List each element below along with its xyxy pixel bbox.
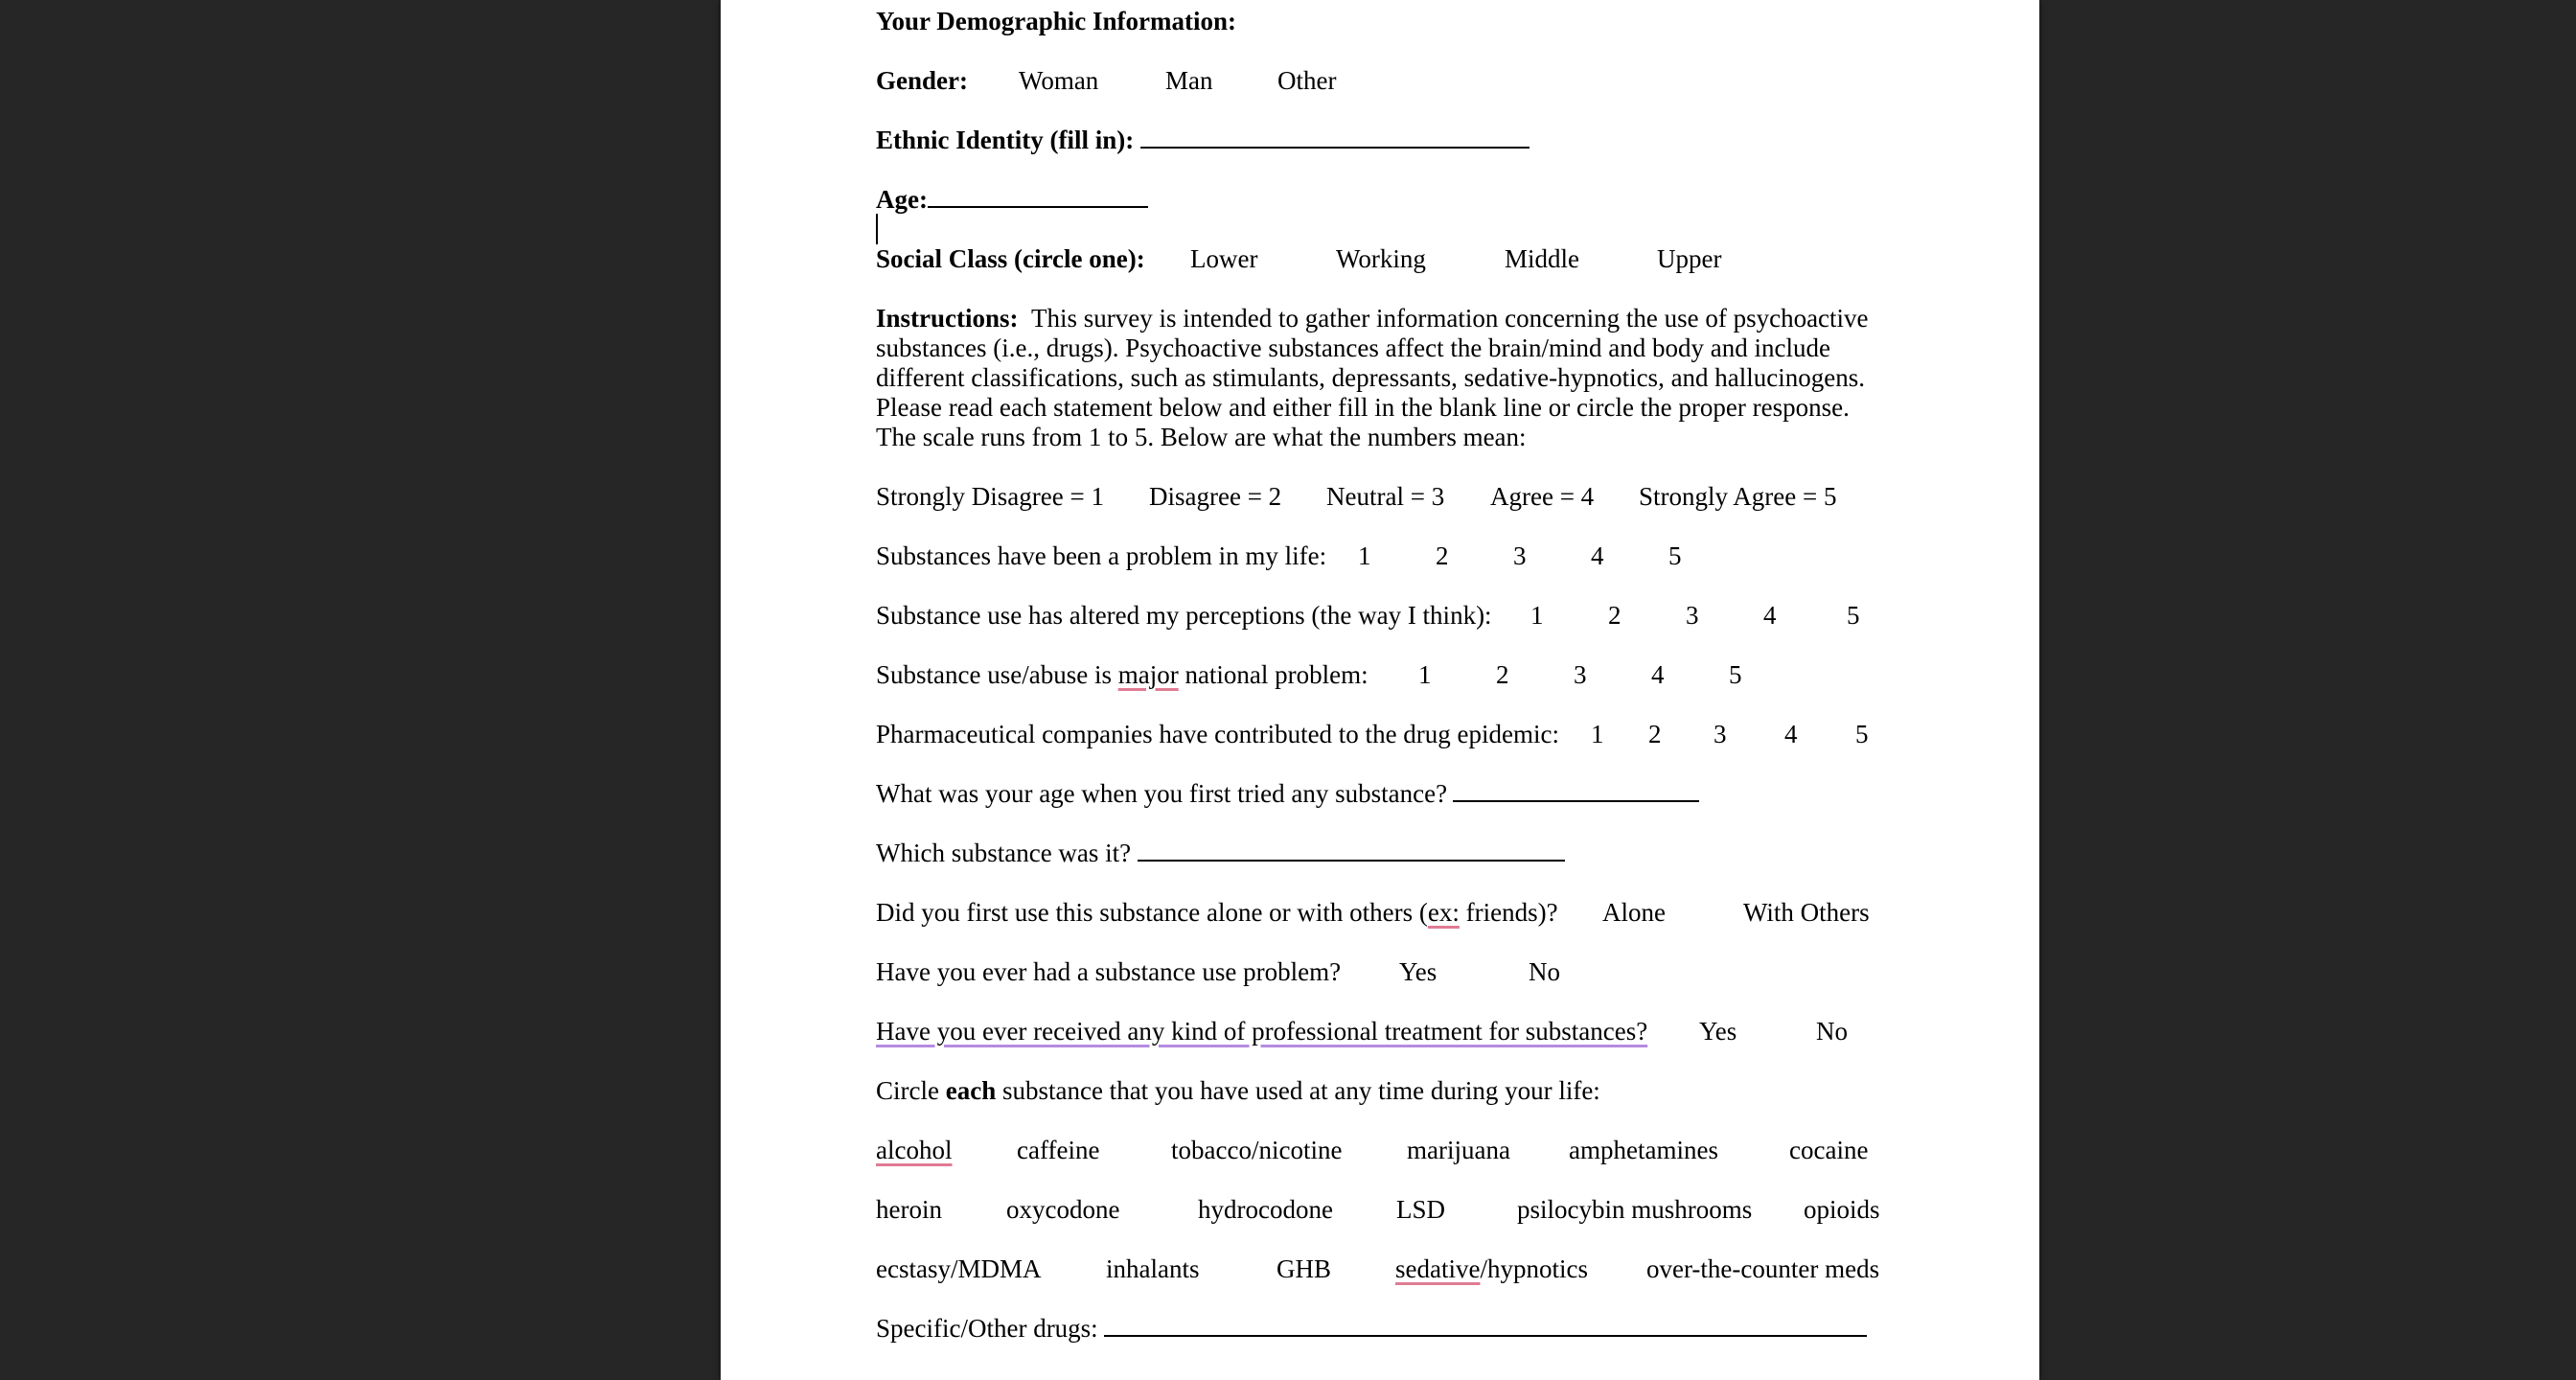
likert-3-option-2[interactable]: 2 — [1496, 660, 1509, 689]
alone-others-question: Did you first use this substance alone or with others (ex: friends)? — [876, 898, 1558, 927]
gender-option-other[interactable]: Other — [1277, 66, 1337, 95]
likert-3-option-5[interactable]: 5 — [1729, 660, 1742, 689]
substance-cocaine[interactable]: cocaine — [1789, 1136, 1869, 1164]
problem-option-no[interactable]: No — [1529, 957, 1560, 986]
treatment-option-yes[interactable]: Yes — [1699, 1017, 1737, 1046]
which-substance-question: Which substance was it? — [876, 839, 1132, 867]
other-drugs-label: Specific/Other drugs: — [876, 1314, 1098, 1343]
gender-option-woman[interactable]: Woman — [1019, 66, 1099, 95]
instructions-paragraph: Instructions: This survey is intended to gather information concerning the use of psychoactive substances (i.e., drugs). Psychoactive substances affect the brain/mind and body and include different classifications, such as stimulants, depressants, sedative-hypnotics, and hallucinogens. Please read each statement below and either fill in the blank line or circle the proper response. The scale runs from 1 to 5. Below are what the numbers mean: — [876, 304, 1869, 451]
social-option-working[interactable]: Working — [1336, 244, 1426, 273]
substance-ghb[interactable]: GHB — [1276, 1254, 1332, 1283]
likert-question-2: Substance use has altered my perceptions (the way I think): — [876, 601, 1492, 630]
substance-marijuana[interactable]: marijuana — [1407, 1136, 1510, 1164]
spelling-error-major: major — [1117, 660, 1179, 689]
substance-hydrocodone[interactable]: hydrocodone — [1198, 1195, 1333, 1224]
substance-ecstasy[interactable]: ecstasy/MDMA — [876, 1254, 1042, 1283]
scale-neutral: Neutral = 3 — [1326, 482, 1445, 511]
likert-4-option-4[interactable]: 4 — [1784, 720, 1798, 748]
substance-caffeine[interactable]: caffeine — [1017, 1136, 1100, 1164]
treatment-option-no[interactable]: No — [1816, 1017, 1848, 1046]
likert-1-option-4[interactable]: 4 — [1591, 541, 1604, 570]
likert-question-1: Substances have been a problem in my life: — [876, 541, 1327, 570]
circle-instruction: Circle each substance that you have used at any time during your life: — [876, 1076, 1600, 1105]
likert-3-option-1[interactable]: 1 — [1418, 660, 1432, 689]
spelling-error-ex: ex: — [1427, 898, 1460, 927]
substance-psilocybin[interactable]: psilocybin mushrooms — [1517, 1195, 1753, 1224]
substance-heroin[interactable]: heroin — [876, 1195, 942, 1224]
social-option-middle[interactable]: Middle — [1505, 244, 1579, 273]
likert-1-option-1[interactable]: 1 — [1358, 541, 1371, 570]
scale-strongly-agree: Strongly Agree = 5 — [1639, 482, 1837, 511]
age-field[interactable] — [928, 185, 1148, 215]
likert-2-option-4[interactable]: 4 — [1763, 601, 1777, 630]
substance-amphetamines[interactable]: amphetamines — [1569, 1136, 1718, 1164]
likert-question-4: Pharmaceutical companies have contributed to the drug epidemic: — [876, 720, 1559, 748]
problem-option-yes[interactable]: Yes — [1399, 957, 1438, 986]
option-alone[interactable]: Alone — [1602, 898, 1666, 927]
substance-tobacco-nicotine[interactable]: tobacco/nicotine — [1171, 1136, 1343, 1164]
first-age-field[interactable] — [1453, 779, 1699, 809]
text-cursor — [876, 214, 878, 244]
social-class-label: Social Class (circle one): — [876, 244, 1145, 273]
likert-4-option-3[interactable]: 3 — [1714, 720, 1727, 748]
substance-lsd[interactable]: LSD — [1396, 1195, 1446, 1224]
scale-disagree: Disagree = 2 — [1149, 482, 1282, 511]
scale-agree: Agree = 4 — [1490, 482, 1595, 511]
likert-1-option-2[interactable]: 2 — [1436, 541, 1449, 570]
likert-2-option-1[interactable]: 1 — [1530, 601, 1544, 630]
gender-label: Gender: — [876, 66, 968, 95]
likert-1-option-3[interactable]: 3 — [1513, 541, 1527, 570]
likert-1-option-5[interactable]: 5 — [1668, 541, 1682, 570]
treatment-question: Have you ever received any kind of professional treatment for substances? — [876, 1017, 1648, 1046]
substance-sedative-hypnotics[interactable]: sedative/hypnotics — [1395, 1254, 1588, 1283]
likert-question-3: Substance use/abuse is major national problem: — [876, 660, 1368, 689]
substance-opioids[interactable]: opioids — [1804, 1195, 1880, 1224]
first-age-question: What was your age when you first tried any substance? — [876, 779, 1448, 808]
social-option-lower[interactable]: Lower — [1190, 244, 1258, 273]
likert-3-option-4[interactable]: 4 — [1651, 660, 1665, 689]
other-drugs-field[interactable] — [1104, 1314, 1867, 1344]
scale-strongly-disagree: Strongly Disagree = 1 — [876, 482, 1104, 511]
substance-inhalants[interactable]: inhalants — [1106, 1254, 1200, 1283]
likert-2-option-5[interactable]: 5 — [1847, 601, 1860, 630]
substance-oxycodone[interactable]: oxycodone — [1006, 1195, 1120, 1224]
likert-2-option-3[interactable]: 3 — [1686, 601, 1699, 630]
substance-otc-meds[interactable]: over-the-counter meds — [1646, 1254, 1880, 1283]
likert-4-option-1[interactable]: 1 — [1591, 720, 1604, 748]
ethnic-identity-label: Ethnic Identity (fill in): — [876, 126, 1135, 154]
age-label: Age: — [876, 185, 928, 214]
likert-3-option-3[interactable]: 3 — [1574, 660, 1587, 689]
likert-4-option-2[interactable]: 2 — [1648, 720, 1662, 748]
social-option-upper[interactable]: Upper — [1657, 244, 1722, 273]
ethnic-identity-field[interactable] — [1140, 126, 1530, 155]
option-with-others[interactable]: With Others — [1743, 898, 1870, 927]
gender-option-man[interactable]: Man — [1165, 66, 1213, 95]
demographics-heading: Your Demographic Information: — [876, 7, 1236, 35]
likert-4-option-5[interactable]: 5 — [1855, 720, 1869, 748]
substance-problem-question: Have you ever had a substance use problem? — [876, 957, 1342, 986]
likert-2-option-2[interactable]: 2 — [1608, 601, 1622, 630]
substance-alcohol[interactable]: alcohol — [876, 1136, 953, 1164]
which-substance-field[interactable] — [1138, 839, 1565, 868]
